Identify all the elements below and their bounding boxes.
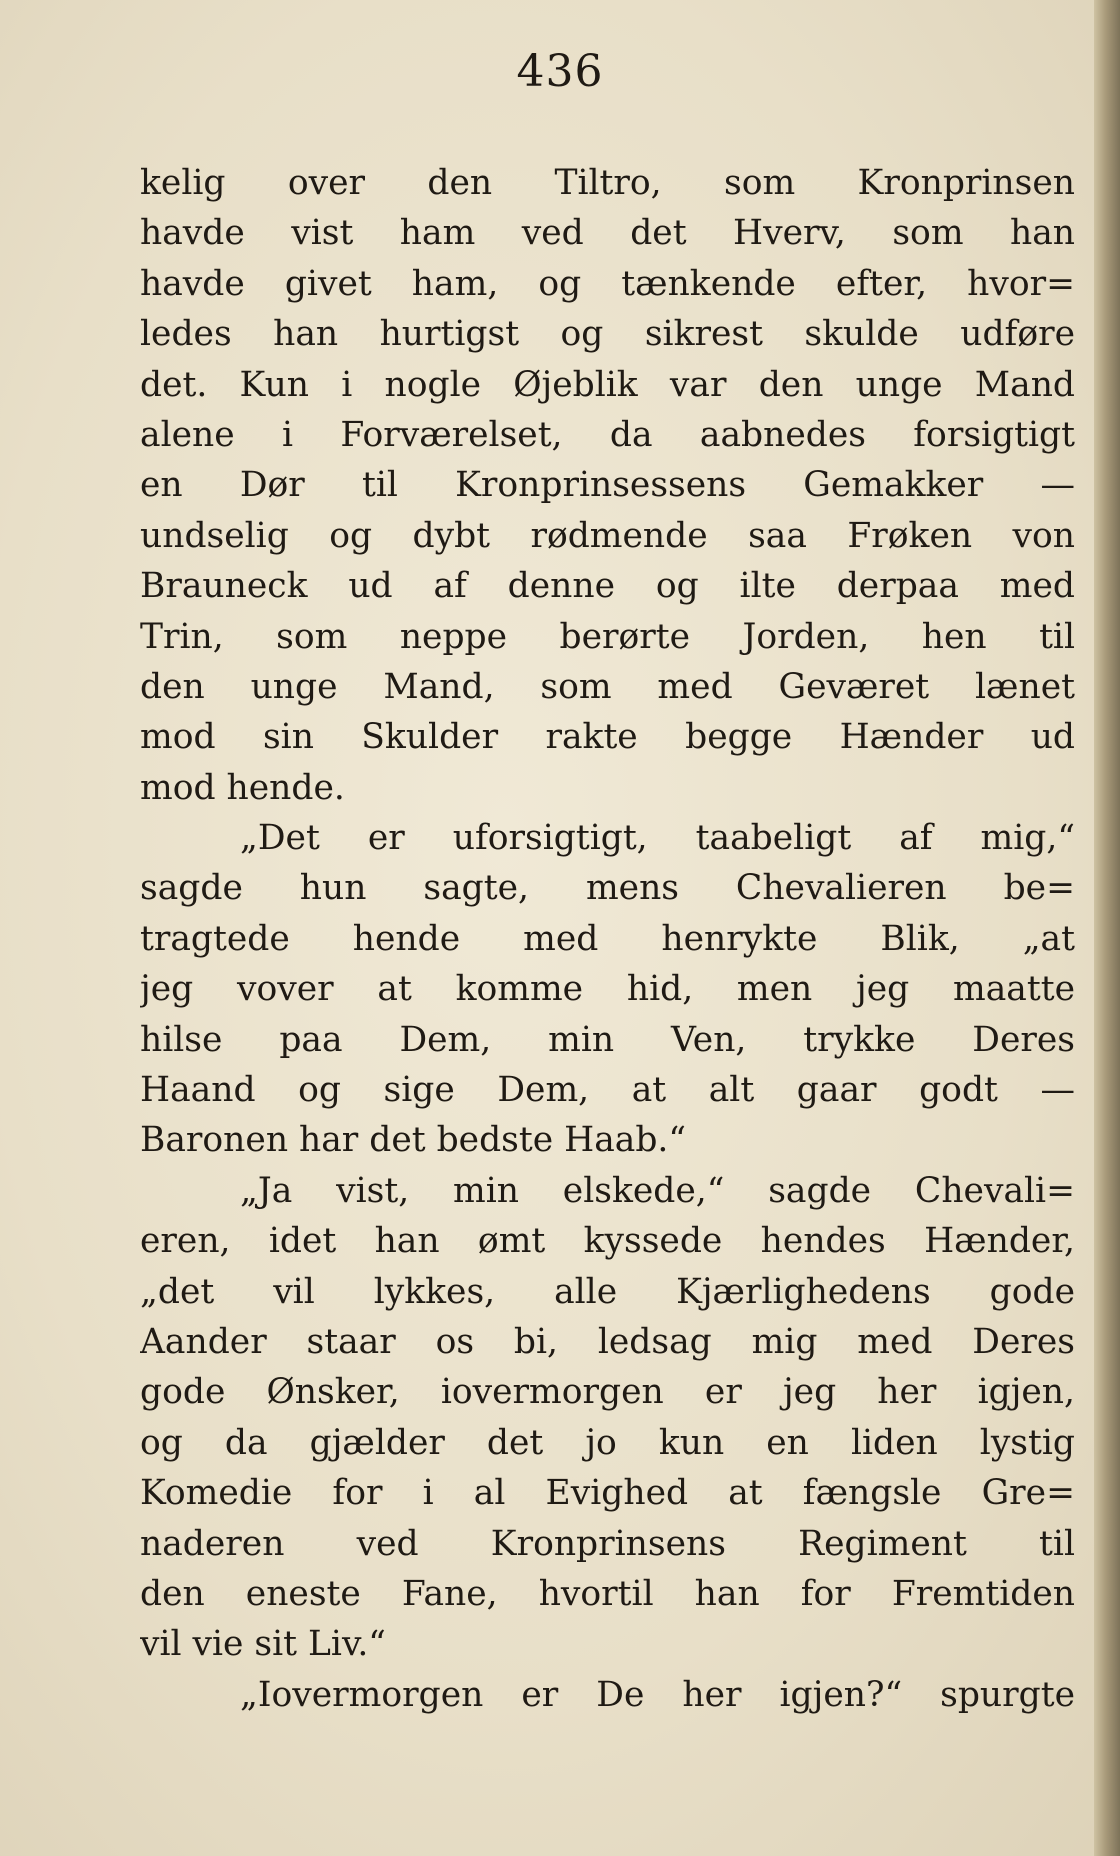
- page-number: 436: [516, 46, 604, 97]
- text-line: hilse paa Dem, min Ven, trykke Deres: [140, 1019, 1075, 1060]
- text-line: kelig over den Tiltro, som Kronprinsen: [140, 163, 1075, 203]
- body-text: [140, 158, 1075, 1720]
- text-line: det. Kun i nogle Øjeblik var den unge Mand: [140, 364, 1075, 405]
- text-line: alene i Forværelset, da aabnedes forsigtigt: [140, 414, 1075, 455]
- text-line: Aander staar os bi, ledsag mig med Deres: [140, 1321, 1075, 1362]
- text-line: jeg vover at komme hid, men jeg maatte: [140, 969, 1075, 1010]
- text-line: tragtede hende med henrykte Blik, „at: [140, 918, 1075, 959]
- page-edge: [1094, 0, 1120, 1856]
- text-line: havde vist ham ved det Hverv, som han: [140, 213, 1075, 254]
- text-line: den unge Mand, som med Geværet lænet: [140, 666, 1075, 707]
- text-line: Haand og sige Dem, at alt gaar godt —: [140, 1070, 1075, 1111]
- text-line: en Dør til Kronprinsessens Gemakker —: [140, 465, 1075, 506]
- text-line: havde givet ham, og tænkende efter, hvor=: [140, 263, 1075, 304]
- text-line: Baronen har det bedste Haab.“: [140, 1120, 687, 1161]
- text-line: undselig og dybt rødmende saa Frøken von: [140, 515, 1075, 556]
- text-line: ledes han hurtigst og sikrest skulde udføre: [140, 314, 1075, 355]
- text-line: mod hende.: [140, 767, 345, 808]
- text-line: „Ja vist, min elskede,“ sagde Chevali=: [240, 1170, 1075, 1211]
- text-line: gode Ønsker, iovermorgen er jeg her igjen,: [140, 1372, 1075, 1413]
- text-line: „Det er uforsigtigt, taabeligt af mig,“: [240, 818, 1075, 859]
- text-line: mod sin Skulder rakte begge Hænder ud: [140, 717, 1075, 758]
- text-line: naderen ved Kronprinsens Regiment til: [140, 1523, 1075, 1564]
- text-line: eren, idet han ømt kyssede hendes Hænder,: [140, 1221, 1075, 1262]
- text-line: Komedie for i al Evighed at fængsle Gre=: [140, 1473, 1075, 1514]
- text-line: Trin, som neppe berørte Jorden, hen til: [140, 616, 1075, 657]
- text-line: Brauneck ud af denne og ilte derpaa med: [140, 566, 1075, 607]
- text-line: sagde hun sagte, mens Chevalieren be=: [140, 868, 1075, 909]
- text-line: den eneste Fane, hvortil han for Fremtiden: [140, 1573, 1075, 1614]
- text-line: vil vie sit Liv.“: [140, 1624, 386, 1665]
- text-line: „det vil lykkes, alle Kjærlighedens gode: [140, 1271, 1075, 1312]
- text-line: „Iovermorgen er De her igjen?“ spurgte: [240, 1674, 1075, 1715]
- text-line: og da gjælder det jo kun en liden lystig: [140, 1422, 1075, 1463]
